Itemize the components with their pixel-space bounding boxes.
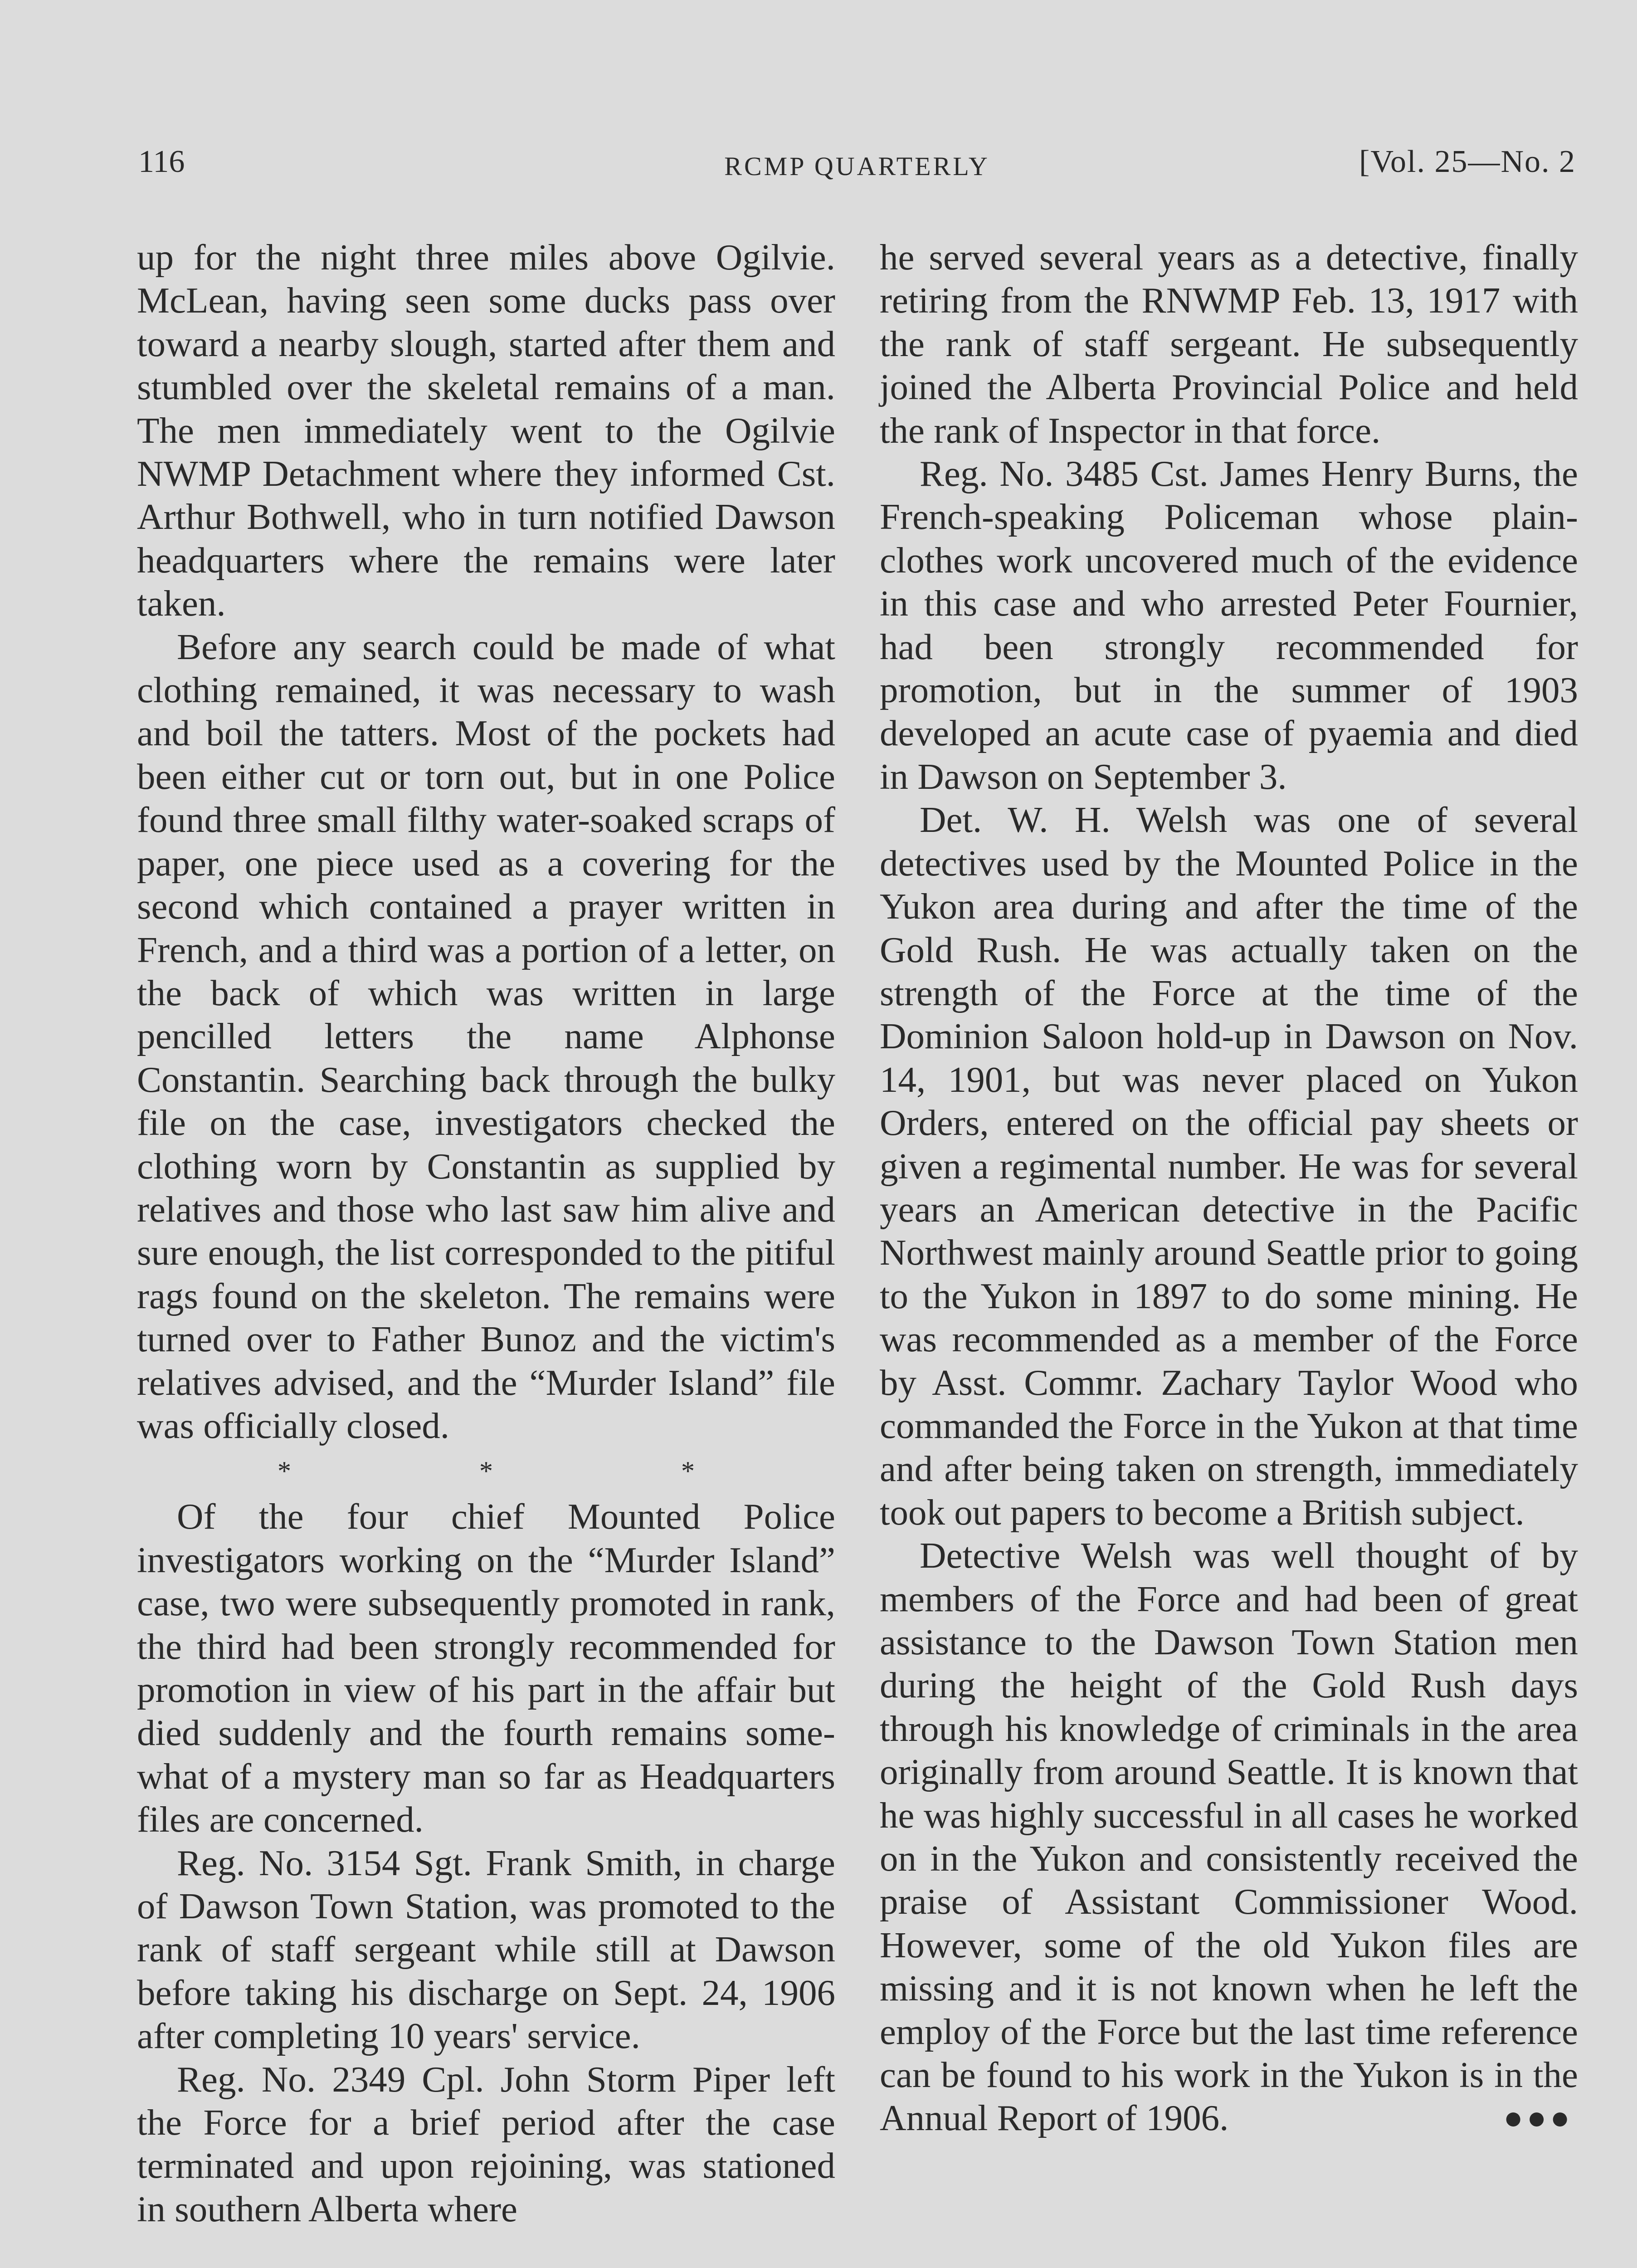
end-of-article-marker: ●●● — [1503, 2100, 1574, 2136]
paragraph: Of the four chief Mounted Police investigators working on the “Murder Island” case, two were subsequently promoted in rank, the third had been strongly recommended for promotion in view of his part in the affair but died suddenly and the fourth remains somewhat of a mystery man so far as Headquarters files are concerned. — [137, 1496, 835, 1840]
page-header — [138, 138, 1576, 184]
paragraph-last — [880, 1534, 1578, 2140]
paragraph-text: Detective Welsh was well thought of by members of the Force and had been of great assistance to the Dawson Town Station men during the height of the Gold Rush days through his knowledge of criminals in the area originally from around Seattle. It is known that he was highly successful in all cases he worked on in the Yukon and consistently received the praise of Assistant Commissioner Wood. However, some of the old Yukon files are missing and it is not known when he left the employ of the Force but the last time reference can be found to his work in the Yukon is in the Annual Report of 1906. — [880, 1535, 1578, 2139]
paragraph: Reg. No. 2349 Cpl. John Storm Piper left the Force for a brief period after the case terminated and upon rejoining, was stationed in southern Alberta where — [137, 2058, 835, 2229]
right-column — [880, 236, 1578, 2140]
running-title: RCMP QUARTERLY — [724, 152, 990, 181]
page-number: 116 — [138, 144, 185, 179]
issue-reference: [Vol. 25—No. 2 — [1359, 144, 1576, 179]
left-column — [137, 236, 835, 2231]
section-separator: * * * — [278, 1456, 785, 1486]
paragraph: he served several years as a detective, finally retiring from the RNWMP Feb. 13, 1917 with the rank of staff sergeant. He subsequently joined the Alberta Provincial Police and held the rank of Inspector in that force. — [880, 237, 1578, 451]
paragraph: Reg. No. 3485 Cst. James Henry Burns, the French-speaking Policeman whose plain-clothes work uncovered much of the evidence in this case and who arrested Peter Fournier, had been strongly recommended for promotion, but in the summer of 1903 developed an acute case of pyaemia and died in Dawson on September 3. — [880, 453, 1578, 797]
paragraph: Det. W. H. Welsh was one of several detectives used by the Mounted Police in the Yukon area during and after the time of the Gold Rush. He was actually taken on the strength of the Force at the time of the Dominion Saloon hold-up in Dawson on Nov. 14, 1901, but was never placed on Yukon Orders, entered on the official pay sheets or given a regimental number. He was for several years an American detective in the Pacific Northwest mainly around Seattle prior to going to the Yukon in 1897 to do some mining. He was recommended as a member of the Force by Asst. Commr. Zachary Taylor Wood who commanded the Force in the Yukon at that time and after being taken on strength, immediately took out papers to become a British subject. — [880, 799, 1578, 1533]
paragraph: up for the night three miles above Ogilvie. McLean, having seen some ducks pass over toward a nearby slough, started after them and stumbled over the skeletal remains of a man. The men immediately went to the Ogilvie NWMP Detachment where they informed Cst. Arthur Bothwell, who in turn notified Dawson headquarters where the remains were later taken. — [137, 237, 835, 624]
paragraph: Reg. No. 3154 Sgt. Frank Smith, in charge of Dawson Town Station, was promoted to the rank of staff sergeant while still at Dawson before taking his discharge on Sept. 24, 1906 after completing 10 years' service. — [137, 1842, 835, 2057]
paragraph: Before any search could be made of what clothing remained, it was necessary to wash and boil the tatters. Most of the pockets had been either cut or torn out, but in one Police found three small filthy water-soaked scraps of paper, one piece used as a covering for the second which contained a prayer written in French, and a third was a portion of a letter, on the back of which was written in large pencilled letters the name Alphonse Constantin. Searching back through the bulky file on the case, investigators checked the clothing worn by Constantin as supplied by relatives and those who last saw him alive and sure enough, the list corresponded to the pitiful rags found on the skeleton. The remains were turned over to Father Bunoz and the victim's relatives advised, and the “Murder Island” file was officially closed. — [137, 626, 835, 1446]
